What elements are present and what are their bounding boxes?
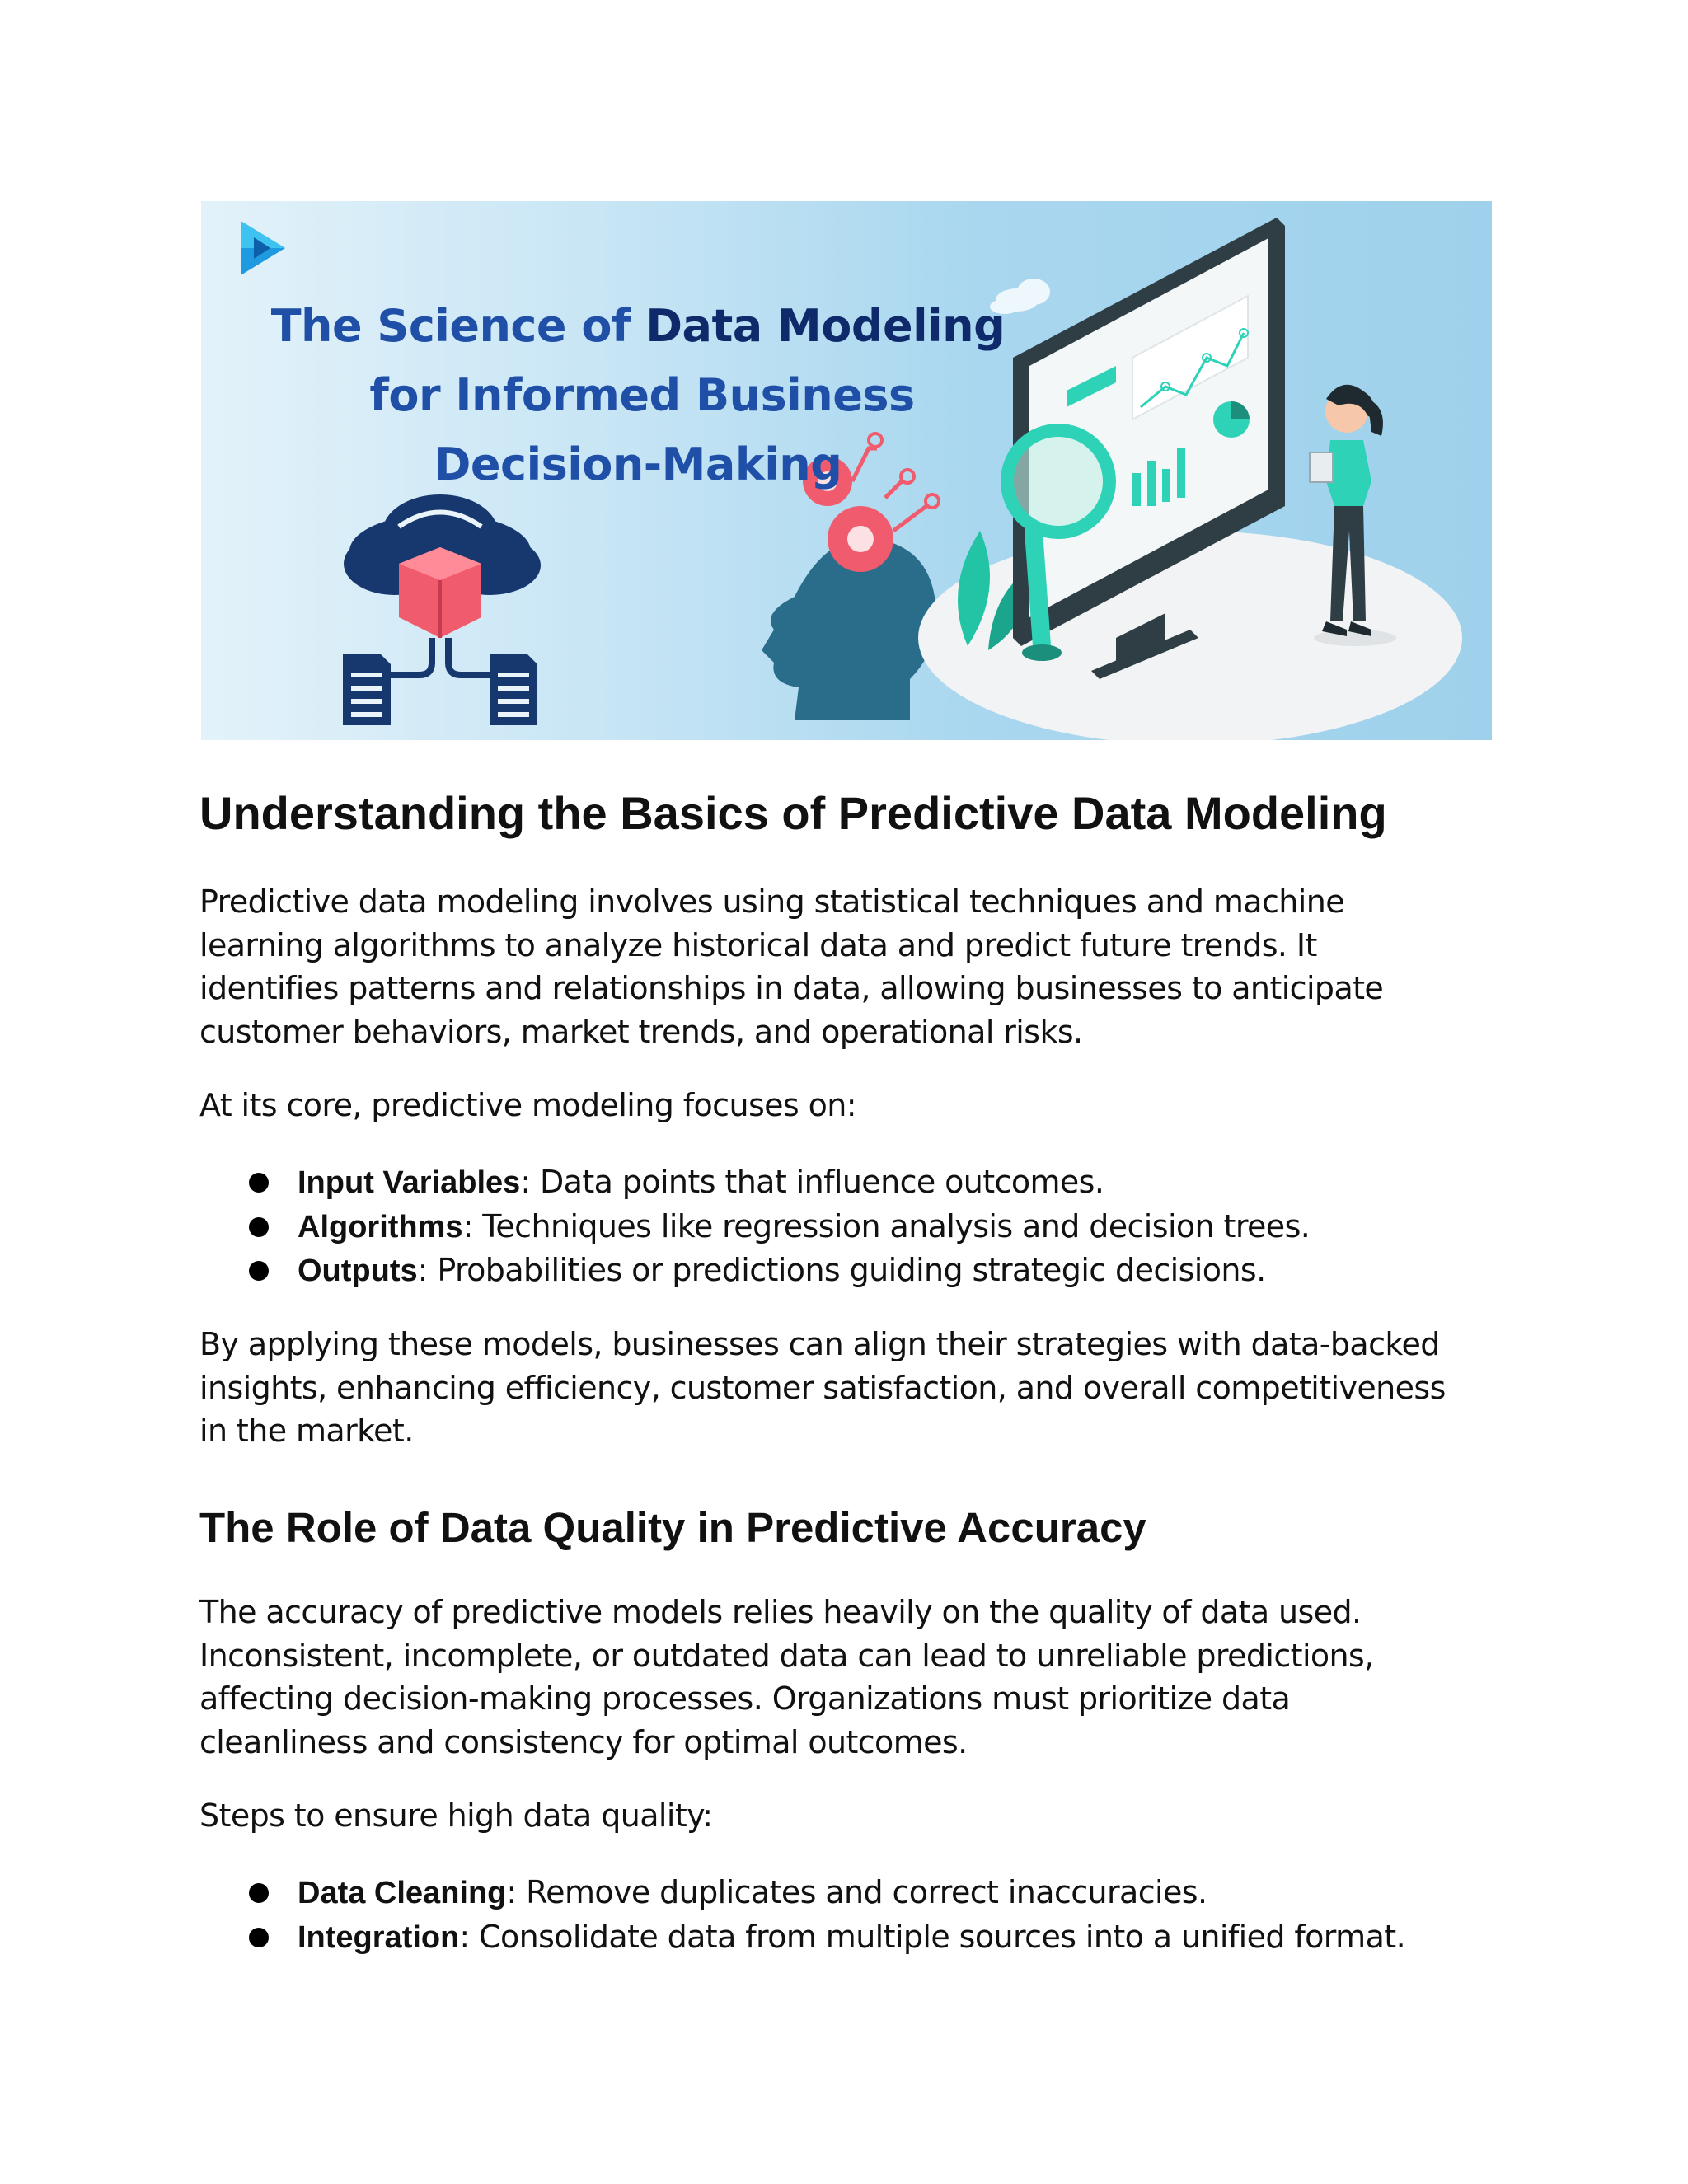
section1-para3-line1: By applying these models, businesses can align their strategies with data-backed [199,1326,1440,1362]
section2-para1-line2: Inconsistent, incomplete, or outdated data can lead to unreliable predictions, [199,1637,1374,1674]
section1-para1-line2: learning algorithms to analyze historical data and predict future trends. It [199,926,1317,963]
bullet-text: : Consolidate data from multiple sources into a unified format. [459,1918,1406,1955]
section2-paragraph1 [199,1591,1502,1764]
section1-paragraph1 [199,880,1502,1053]
list-item [199,1160,1502,1205]
section1-paragraph3 [199,1323,1502,1453]
banner-title-line1-a: The Science of [270,300,646,352]
section1-para1-line4: customer behaviors, market trends, and operational risks. [199,1013,1083,1050]
play-logo-icon [241,221,285,275]
section1-bullet-list [199,1160,1502,1293]
bullet-term: Integration [298,1919,460,1955]
hero-banner [201,201,1492,740]
list-item [199,1249,1502,1293]
bullet-icon [249,1883,269,1903]
section2-para1-line4: cleanliness and consistency for optimal outcomes. [199,1723,968,1760]
cloud-cube-icon [344,494,541,675]
section2-bullet-list [199,1871,1502,1959]
document-icon [343,654,537,725]
list-item [199,1871,1502,1915]
bullet-term: Data Cleaning [298,1876,507,1910]
section1-heading: Understanding the Basics of Predictive Data Modeling [199,787,1387,839]
bullet-icon [249,1173,269,1193]
bullet-icon [249,1261,269,1281]
banner-title [226,292,1050,499]
bullet-icon [249,1928,269,1947]
section2-para1-line1: The accuracy of predictive models relies heavily on the quality of data used. [199,1594,1362,1630]
banner-title-line3: Decision-Making [434,438,842,490]
list-item [199,1205,1502,1249]
list-item [199,1915,1502,1960]
bullet-term: Input Variables [298,1165,521,1200]
section2-heading: The Role of Data Quality in Predictive Accuracy [199,1504,1146,1551]
bullet-text: : Remove duplicates and correct inaccuracies. [506,1874,1207,1910]
section2-para1-line3: affecting decision-making processes. Organizations must prioritize data [199,1680,1291,1717]
section2-paragraph2: Steps to ensure high data quality: [199,1797,713,1834]
bullet-term: Outputs [298,1254,418,1288]
banner-title-line1-b: Data Modeling [645,300,1006,352]
bullet-term: Algorithms [298,1209,463,1244]
bullet-text: : Data points that influence outcomes. [520,1164,1104,1200]
bullet-text: : Techniques like regression analysis and decision trees. [462,1207,1311,1244]
section1-para3-line3: in the market. [199,1413,414,1449]
banner-title-line2: for Informed Business [369,369,915,421]
section1-para1-line3: identifies patterns and relationships in data, allowing businesses to anticipate [199,970,1384,1006]
section1-para3-line2: insights, enhancing efficiency, customer satisfaction, and overall competitiveness [199,1369,1446,1406]
bullet-text: : Probabilities or predictions guiding strategic decisions. [417,1252,1266,1288]
bullet-icon [249,1217,269,1237]
section1-paragraph2: At its core, predictive modeling focuses on: [199,1087,856,1123]
section1-para1-line1: Predictive data modeling involves using statistical techniques and machine [199,883,1344,920]
